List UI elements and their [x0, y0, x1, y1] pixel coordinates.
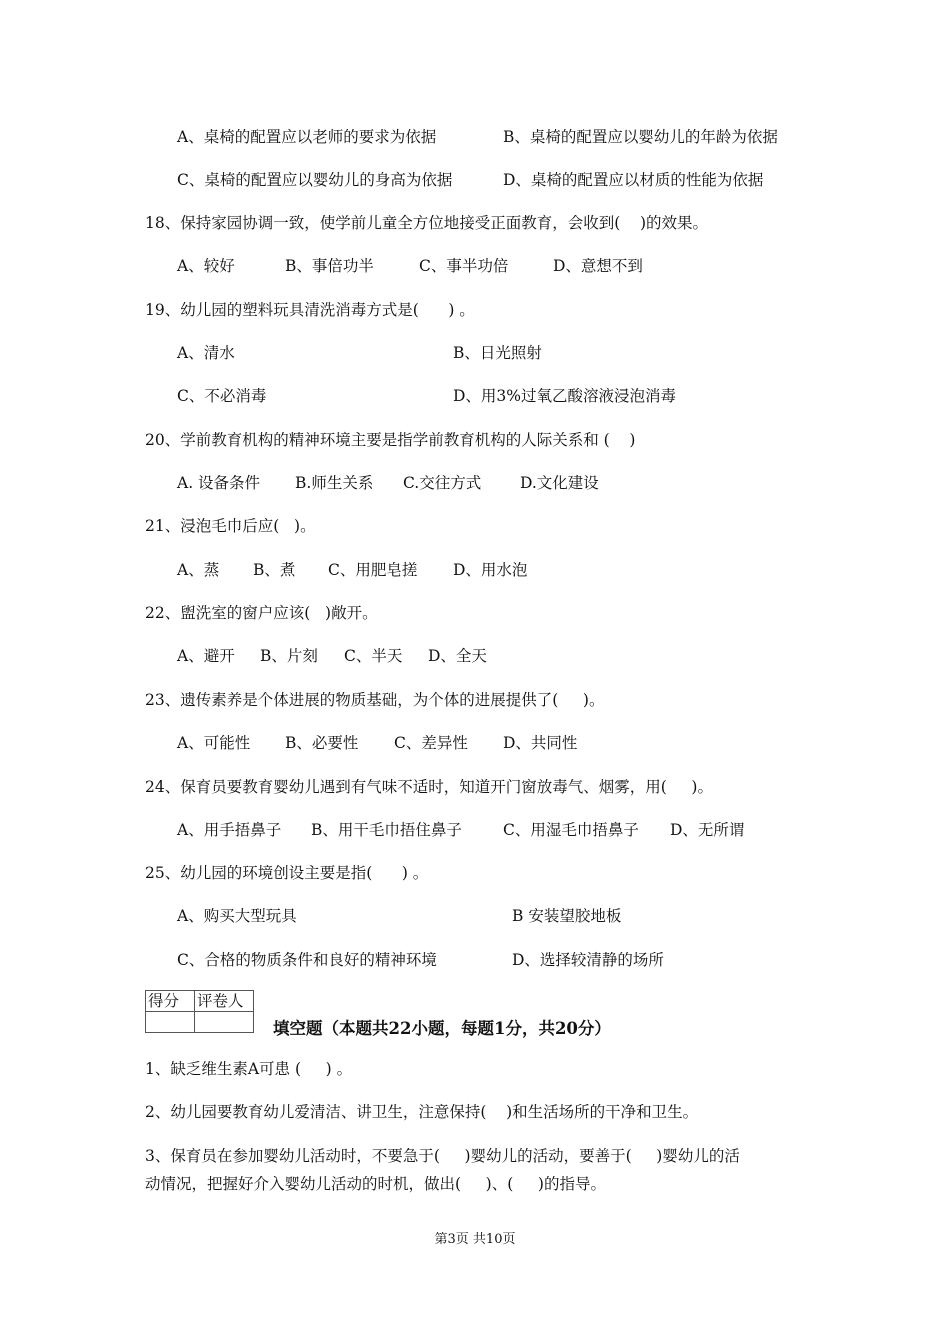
fill-q1: 1、缺乏维生素A可患 ( ) 。: [145, 1060, 353, 1078]
q25-option-d: D、选择较清静的场所: [512, 951, 664, 969]
section-title: 填空题（本题共22小题，每题1分，共20分）: [273, 1019, 611, 1038]
q22-option-a: A、避开: [177, 647, 235, 665]
q25-option-b: B 安装望胶地板: [512, 907, 622, 925]
q20-option-c: C.交往方式: [403, 474, 482, 492]
q23-option-a: A、可能性: [177, 734, 251, 752]
q24-stem: 24、保育员要教育婴幼儿遇到有气味不适时，知道开门窗放毒气、烟雾，用( )。: [145, 778, 713, 796]
q24-option-d: D、无所谓: [670, 821, 745, 839]
q17-option-a: A、桌椅的配置应以老师的要求为依据: [177, 128, 437, 146]
q23-option-d: D、共同性: [503, 734, 578, 752]
q21-option-d: D、用水泡: [453, 561, 528, 579]
q25-option-c: C、合格的物质条件和良好的精神环境: [177, 951, 437, 969]
grader-header: 评卷人: [195, 991, 254, 1012]
q19-option-a: A、清水: [177, 344, 235, 362]
q20-option-b: B.师生关系: [295, 474, 374, 492]
q24-option-a: A、用手捂鼻子: [177, 821, 282, 839]
grader-cell: [195, 1012, 254, 1033]
q22-option-b: B、片刻: [260, 647, 318, 665]
q25-option-a: A、购买大型玩具: [177, 907, 297, 925]
q19-stem: 19、幼儿园的塑料玩具清洗消毒方式是( ) 。: [145, 301, 475, 319]
q18-option-b: B、事倍功半: [285, 257, 374, 275]
q21-option-a: A、蒸: [177, 561, 220, 579]
q20-option-d: D.文化建设: [520, 474, 599, 492]
q23-option-c: C、差异性: [394, 734, 468, 752]
q17-option-b: B、桌椅的配置应以婴幼儿的年龄为依据: [503, 128, 778, 146]
score-cell: [146, 1012, 195, 1033]
score-table: [145, 990, 254, 1033]
q21-stem: 21、浸泡毛巾后应( )。: [145, 517, 316, 535]
q18-option-c: C、事半功倍: [419, 257, 509, 275]
fill-q3-line1: 3、保育员在参加婴幼儿活动时，不要急于( )婴幼儿的活动，要善于( )婴幼儿的活: [145, 1147, 740, 1165]
q19-option-b: B、日光照射: [453, 344, 542, 362]
q17-option-c: C、桌椅的配置应以婴幼儿的身高为依据: [177, 171, 453, 189]
q20-stem: 20、学前教育机构的精神环境主要是指学前教育机构的人际关系和 ( ): [145, 431, 636, 449]
q22-option-c: C、半天: [344, 647, 403, 665]
q18-option-a: A、较好: [177, 257, 235, 275]
q24-option-c: C、用湿毛巾捂鼻子: [503, 821, 639, 839]
score-header: 得分: [146, 991, 195, 1012]
q24-option-b: B、用干毛巾捂住鼻子: [311, 821, 462, 839]
fill-q3-line2: 动情况，把握好介入婴幼儿活动的时机，做出( )、( )的指导。: [145, 1175, 606, 1193]
q23-option-b: B、必要性: [285, 734, 359, 752]
fill-q2: 2、幼儿园要教育幼儿爱清洁、讲卫生，注意保持( )和生活场所的干净和卫生。: [145, 1103, 699, 1121]
q18-stem: 18、保持家园协调一致，使学前儿童全方位地接受正面教育，会收到( )的效果。: [145, 214, 709, 232]
q18-option-d: D、意想不到: [553, 257, 643, 275]
q23-stem: 23、遗传素养是个体进展的物质基础，为个体的进展提供了( )。: [145, 691, 605, 709]
q21-option-b: B、煮: [253, 561, 296, 579]
q25-stem: 25、幼儿园的环境创设主要是指( ) 。: [145, 864, 429, 882]
q22-option-d: D、全天: [428, 647, 487, 665]
q22-stem: 22、盥洗室的窗户应该( )敞开。: [145, 604, 378, 622]
q21-option-c: C、用肥皂搓: [328, 561, 418, 579]
q17-option-d: D、桌椅的配置应以材质的性能为依据: [503, 171, 764, 189]
q19-option-c: C、不必消毒: [177, 387, 267, 405]
q20-option-a: A. 设备条件: [177, 474, 261, 492]
q19-option-d: D、用3%过氧乙酸溶液浸泡消毒: [453, 387, 677, 405]
page-footer: 第3页 共10页: [434, 1232, 516, 1247]
